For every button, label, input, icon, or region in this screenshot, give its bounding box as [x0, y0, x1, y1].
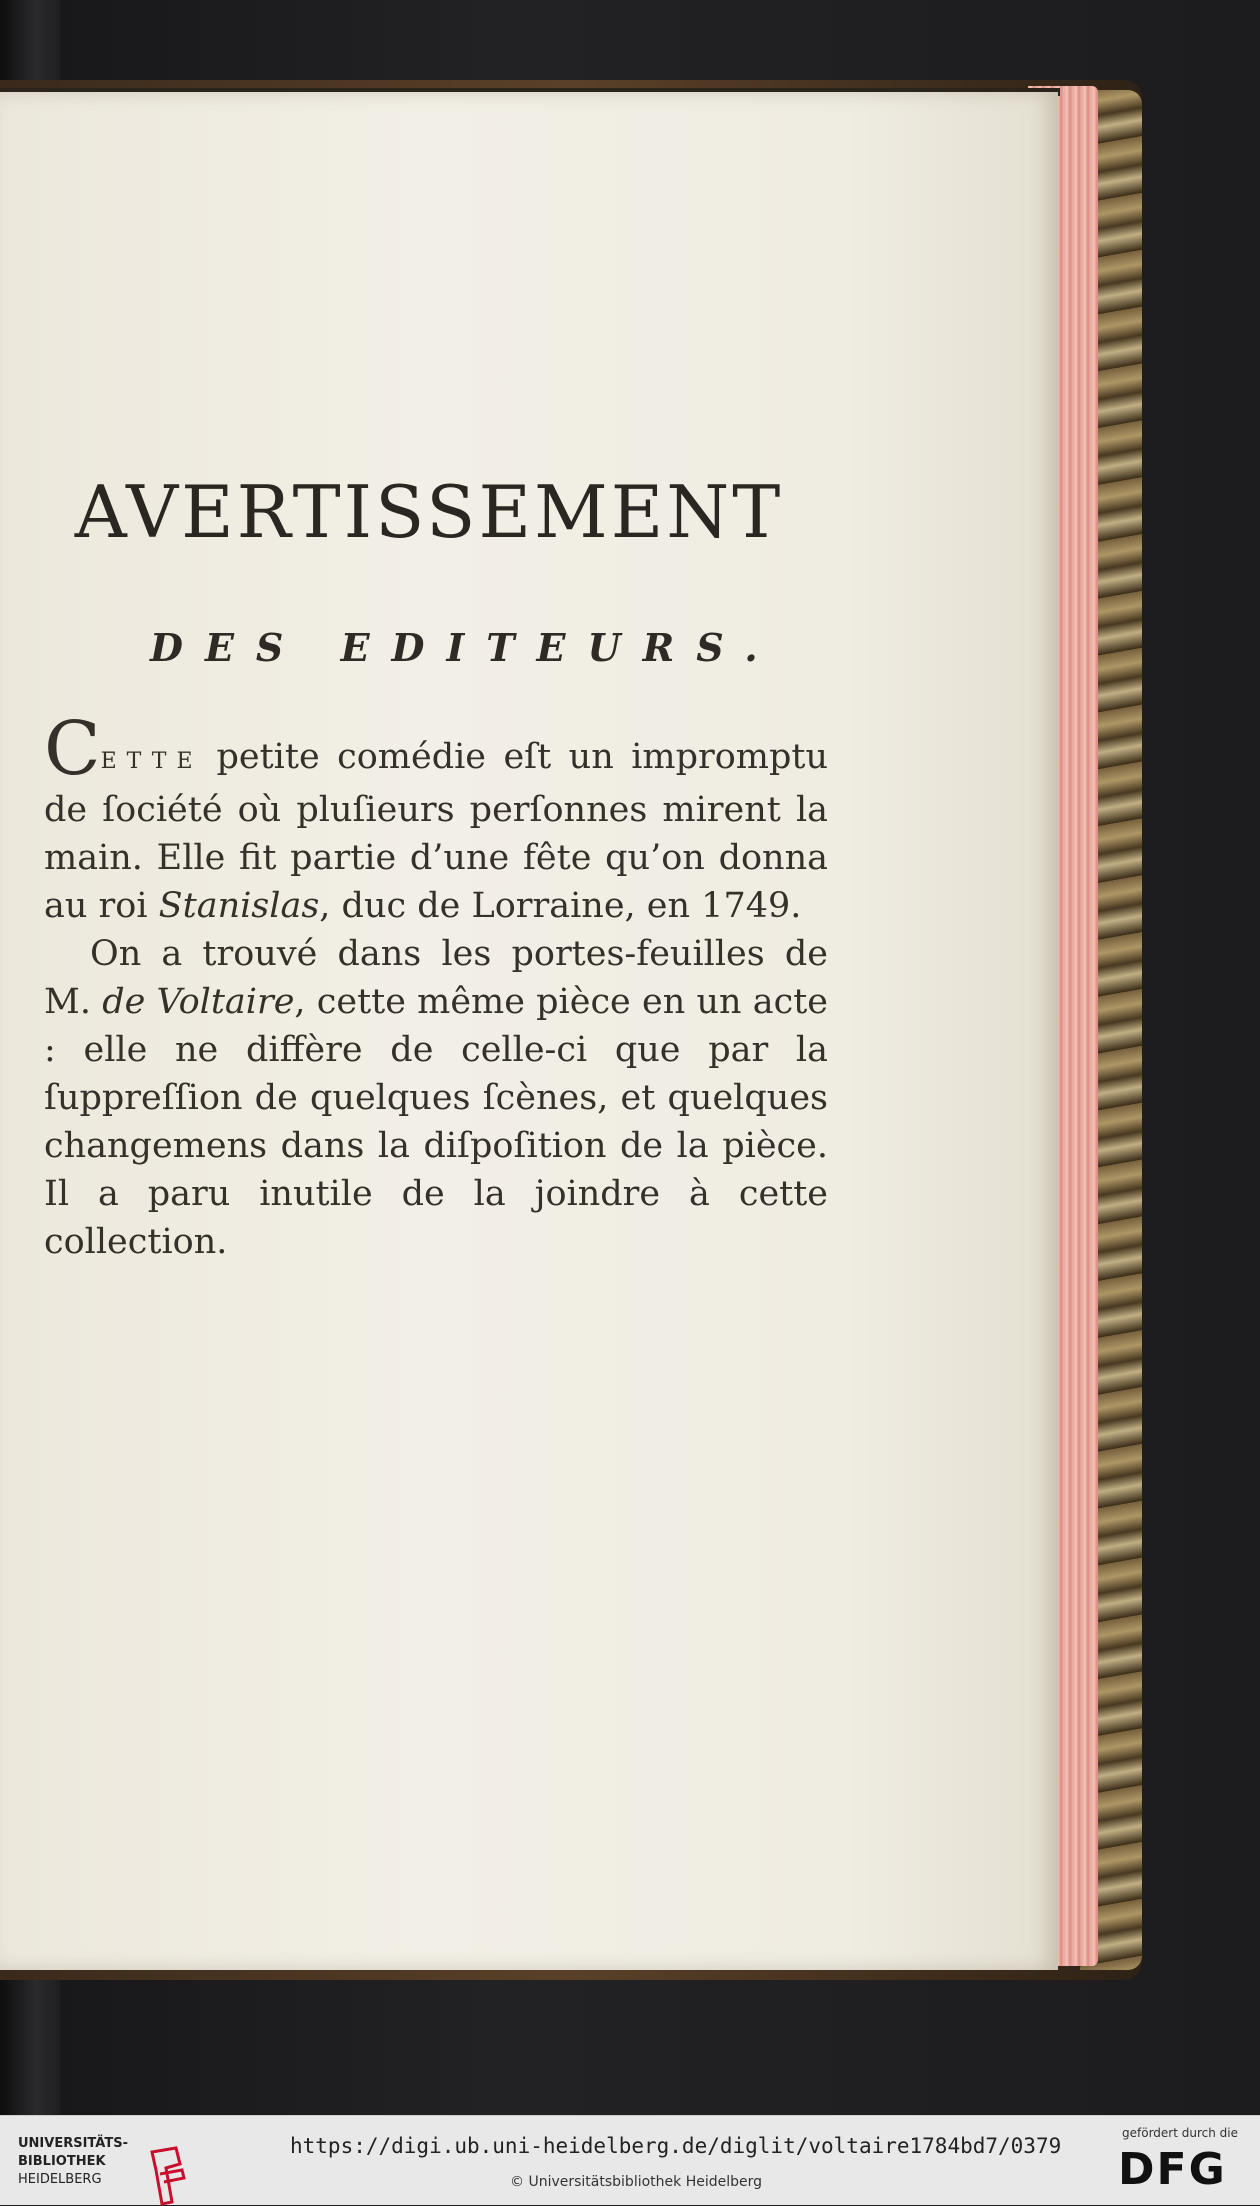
page-subtitle: DES EDITEURS.	[150, 625, 780, 670]
library-name-line-3: HEIDELBERG	[18, 2172, 102, 2187]
body-text	[44, 706, 828, 1266]
permalink-url[interactable]: https://digi.ub.uni-heidelberg.de/diglit/voltaire1784bd7/0379	[290, 2134, 1062, 2158]
paragraph-1	[44, 706, 828, 930]
paragraph-1-italic: Stanislas	[158, 886, 320, 926]
small-caps-word: ETTE	[100, 749, 203, 774]
drop-cap: C	[44, 706, 101, 792]
paragraph-2-italic: de Voltaire	[102, 982, 295, 1022]
dfg-logo-icon: DFG	[1118, 2144, 1227, 2195]
copyright-notice: © Universitätsbibliothek Heidelberg	[510, 2174, 763, 2190]
library-name-line-1: UNIVERSITÄTS-	[18, 2136, 128, 2151]
page-title: AVERTISSEMENT	[74, 470, 784, 554]
paragraph-1-end: , duc de Lorraine, en 1749.	[319, 886, 802, 926]
library-mark-icon	[146, 2144, 192, 2206]
library-name-line-2: BIBLIOTHEK	[18, 2154, 106, 2169]
viewer-footer	[0, 2115, 1260, 2205]
paragraph-2	[44, 930, 828, 1266]
paragraph-2-text: On a trouvé dans les portes-feuilles de M.	[44, 934, 828, 1022]
funder-block[interactable]	[1118, 2126, 1250, 2198]
funding-caption: gefördert durch die	[1122, 2126, 1238, 2140]
paragraph-2-end: , cette même pièce en un acte : elle ne diffère de celle-ci que par la ſuppreſſion de quelques ſcènes, et quelques changemens dans la diſpoſition de la pièce. Il a paru inutile de la joindre à cette collection.	[44, 982, 828, 1262]
paragraph-1-text: petite comédie eſt un impromptu de ſociété où pluſieurs perſonnes mirent la main. Elle fit partie d’une fête qu’on donna au roi	[44, 737, 828, 926]
library-logo[interactable]	[18, 2130, 178, 2192]
